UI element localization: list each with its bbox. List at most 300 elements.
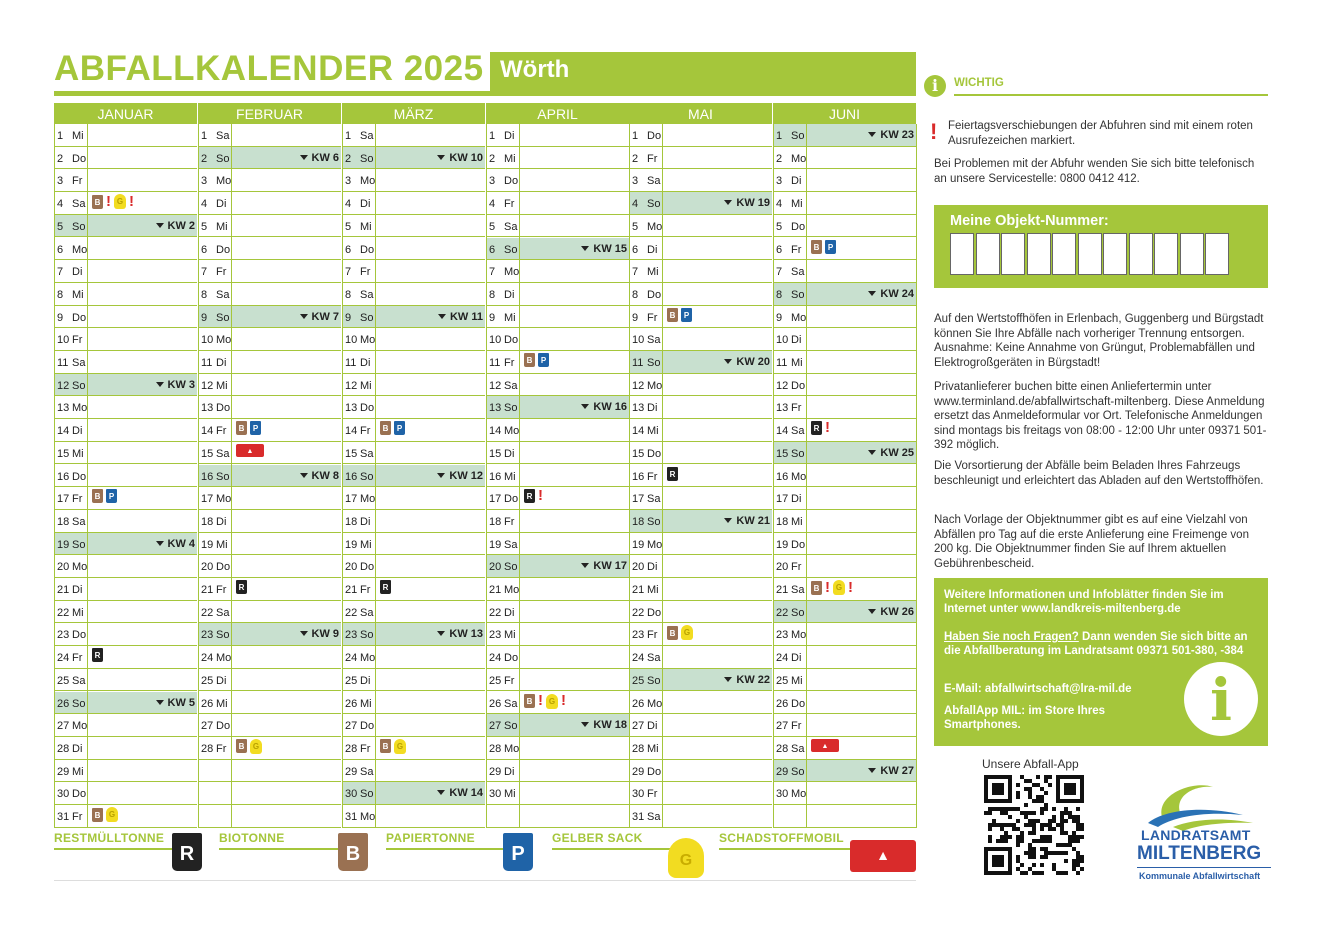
legend-label: PAPIERTONNE — [386, 831, 475, 845]
day-number: 13 — [57, 402, 70, 415]
day-row — [629, 737, 772, 760]
day-row — [629, 623, 772, 646]
day-number: 31 — [632, 811, 645, 823]
weekday: So — [216, 470, 230, 483]
weekday: Do — [647, 447, 662, 460]
day-row — [342, 782, 485, 805]
weekday: Fr — [791, 561, 802, 574]
week-number: KW 23 — [868, 129, 914, 141]
weekday: Mo — [791, 470, 807, 483]
day-row — [198, 306, 341, 329]
day-number: 4 — [489, 198, 496, 211]
weekday: So — [504, 720, 518, 733]
day-row — [486, 306, 629, 329]
info-paragraph: Privatanlieferer buchen bitte einen Anliefertermin unter www.terminland.de/abfallwirtschaft-miltenberg. Diese Anmeldung ersetzt das Anmeldeformular vor Ort. Telefonische Anmeldungen sind montags bis freitags von 08:00 - 12:00 Uhr unter 09371 501-392 möglich. — [934, 381, 1267, 451]
day-number: 16 — [776, 470, 789, 483]
day-number: 4 — [632, 198, 639, 211]
day-row — [629, 124, 772, 147]
weekday: Mo — [216, 493, 232, 506]
bio-bin-icon: B — [92, 808, 103, 822]
grid-line — [916, 124, 917, 828]
weekday: Fr — [791, 402, 802, 415]
weekday: Di — [504, 606, 515, 619]
day-number: 12 — [489, 379, 502, 392]
weekday: Fr — [791, 243, 802, 256]
weekday: Di — [360, 674, 371, 687]
day-row — [198, 442, 341, 465]
day-number: 14 — [201, 425, 214, 438]
day-row — [629, 169, 772, 192]
day-number: 11 — [776, 357, 788, 369]
day-number: 30 — [345, 788, 358, 801]
day-row — [198, 646, 341, 669]
weekday: Mi — [216, 697, 228, 710]
day-number: 29 — [57, 765, 70, 778]
weekday: Fr — [360, 266, 371, 279]
day-number: 27 — [57, 720, 70, 733]
weekday: Mi — [791, 198, 803, 211]
week-number: KW 18 — [581, 719, 627, 731]
day-number: 11 — [201, 357, 213, 369]
day-number: 26 — [201, 697, 214, 710]
day-row — [486, 646, 629, 669]
day-number: 15 — [201, 447, 214, 460]
day-row — [486, 737, 629, 760]
day-number: 2 — [776, 152, 783, 165]
weekday: Sa — [72, 357, 86, 369]
day-row — [773, 419, 916, 442]
day-number: 12 — [57, 379, 70, 392]
day-number: 29 — [489, 765, 502, 778]
day-number: 17 — [632, 493, 645, 506]
weekday: Fr — [360, 425, 371, 438]
day-number: 17 — [201, 493, 214, 506]
weekday: Mi — [791, 515, 803, 528]
day-row — [486, 465, 629, 488]
weekday: Fr — [504, 674, 515, 687]
day-row — [773, 555, 916, 578]
weekday: So — [72, 697, 86, 710]
grid-line — [87, 124, 88, 828]
day-number: 20 — [489, 561, 502, 574]
yellow-sack-icon: G — [250, 739, 262, 754]
weekday: Sa — [504, 697, 518, 710]
day-row — [629, 692, 772, 715]
day-row — [54, 306, 197, 329]
bio-bin-icon: B — [236, 421, 247, 435]
grid-line — [342, 124, 343, 828]
day-number: 3 — [776, 175, 783, 188]
day-row — [342, 669, 485, 692]
object-number-cell[interactable] — [1129, 233, 1153, 275]
day-row — [54, 760, 197, 783]
day-row — [486, 215, 629, 238]
weekday: Di — [504, 288, 515, 301]
day-number: 18 — [776, 515, 789, 528]
week-number: KW 13 — [437, 628, 483, 640]
day-row — [198, 669, 341, 692]
weekday: Mi — [360, 697, 372, 710]
weekday: Mi — [791, 357, 803, 369]
day-row — [342, 623, 485, 646]
day-number: 24 — [57, 652, 70, 665]
weekday: Di — [647, 402, 658, 415]
holiday-shift-icon: ! — [538, 692, 543, 709]
day-number: 11 — [489, 357, 501, 369]
pickup-icons — [667, 467, 678, 481]
weekday: Di — [791, 493, 802, 506]
grid-line — [231, 124, 232, 828]
day-row — [54, 533, 197, 556]
day-row — [54, 805, 197, 828]
weekday: Mi — [647, 742, 659, 755]
weekday: Mi — [647, 266, 659, 279]
bio-bin-icon: B — [236, 739, 247, 753]
day-number: 6 — [201, 243, 208, 256]
weekday: Mo — [72, 402, 88, 415]
paper-bin-icon: P — [106, 489, 117, 503]
weekday: Mo — [647, 697, 663, 710]
day-row — [54, 192, 197, 215]
day-row — [773, 782, 916, 805]
day-row — [198, 465, 341, 488]
day-row — [54, 260, 197, 283]
weekday: So — [72, 379, 86, 392]
pickup-icons — [667, 625, 693, 640]
day-row — [342, 533, 485, 556]
day-row — [486, 760, 629, 783]
day-row — [629, 351, 772, 374]
pickup-icons — [811, 240, 836, 254]
day-number: 30 — [489, 788, 502, 801]
pickup-icons — [667, 308, 692, 322]
weekday: Mi — [216, 220, 228, 233]
object-number-cell[interactable] — [1205, 233, 1229, 275]
day-row — [629, 306, 772, 329]
grid-line — [662, 124, 663, 828]
day-number: 25 — [201, 674, 214, 687]
day-number: 24 — [632, 652, 645, 665]
weekday: So — [504, 561, 518, 574]
weekday: Mo — [791, 311, 807, 324]
weekday: Sa — [360, 765, 374, 778]
weekday: Sa — [504, 220, 518, 233]
day-row — [342, 555, 485, 578]
weekday: So — [216, 311, 230, 324]
day-row — [486, 669, 629, 692]
day-row — [198, 487, 341, 510]
info-big-icon: i — [1184, 662, 1258, 736]
day-row — [486, 692, 629, 715]
day-row — [629, 328, 772, 351]
day-row — [773, 714, 916, 737]
weekday: Fr — [216, 584, 227, 596]
bio-bin-icon: B — [380, 739, 391, 753]
weekday: So — [360, 788, 374, 801]
week-number: KW 16 — [581, 401, 627, 413]
weekday: Mi — [504, 470, 516, 483]
grid-line — [486, 124, 487, 828]
day-row — [773, 510, 916, 533]
weekday: Mo — [791, 788, 807, 801]
day-number: 14 — [776, 425, 789, 438]
day-number: 29 — [776, 765, 789, 778]
day-number: 28 — [776, 742, 789, 755]
day-row — [629, 578, 772, 601]
day-row — [629, 419, 772, 442]
day-number: 2 — [345, 152, 352, 165]
day-number: 6 — [776, 243, 783, 256]
object-number-cell[interactable] — [1052, 233, 1076, 275]
weekday: Do — [647, 765, 662, 778]
day-row — [342, 215, 485, 238]
legend-label: SCHADSTOFFMOBIL — [719, 831, 844, 845]
day-row — [198, 555, 341, 578]
day-number: 25 — [489, 674, 502, 687]
day-row — [54, 169, 197, 192]
day-row — [629, 147, 772, 170]
weekday: Do — [72, 470, 87, 483]
paper-bin-icon: P — [538, 353, 549, 367]
object-number-cell[interactable] — [1027, 233, 1051, 275]
day-row — [342, 510, 485, 533]
day-number: 13 — [632, 402, 645, 415]
weekday: Di — [72, 742, 83, 755]
day-number: 5 — [776, 220, 783, 233]
grid-line — [806, 124, 807, 828]
weekday: Fr — [216, 425, 227, 438]
day-number: 7 — [632, 266, 639, 279]
day-row — [486, 283, 629, 306]
bio-bin-icon: B — [524, 353, 535, 367]
day-row — [773, 283, 916, 306]
page-title: ABFALLKALENDER 2025 — [54, 47, 490, 91]
weekday: So — [504, 402, 518, 415]
day-number: 14 — [632, 425, 645, 438]
bio-bin-icon: B — [92, 489, 103, 503]
pickup-icons — [92, 489, 117, 503]
day-number: 2 — [57, 152, 64, 165]
week-number: KW 27 — [868, 765, 914, 777]
day-number: 5 — [57, 220, 64, 233]
paper-bin-icon: P — [681, 308, 692, 322]
yellow-sack-icon: G — [394, 739, 406, 754]
month-header: FEBRUAR — [198, 103, 341, 124]
info-app: AbfallApp MIL: im Store Ihres Smartphones. — [944, 705, 1106, 731]
weekday: Mo — [72, 561, 88, 574]
day-row — [773, 328, 916, 351]
month-header: MAI — [629, 103, 772, 124]
day-row — [773, 169, 916, 192]
day-number: 16 — [489, 470, 502, 483]
day-number: 6 — [345, 243, 352, 256]
day-row — [198, 374, 341, 397]
info-box — [934, 578, 1268, 746]
week-number: KW 21 — [724, 515, 770, 527]
day-number: 5 — [489, 220, 496, 233]
day-number: 20 — [201, 561, 214, 574]
day-row — [773, 465, 916, 488]
day-number: 9 — [345, 311, 352, 324]
day-number: 21 — [57, 584, 70, 596]
day-row — [629, 555, 772, 578]
week-number: KW 15 — [581, 243, 627, 255]
day-row — [773, 737, 916, 760]
logo-rule — [1137, 867, 1271, 868]
weekday: Di — [504, 765, 515, 778]
week-number: KW 4 — [156, 538, 196, 550]
pickup-icons — [380, 739, 406, 754]
day-row — [773, 533, 916, 556]
day-row — [773, 351, 916, 374]
bio-bin-icon: B — [667, 626, 678, 640]
object-number-cell[interactable] — [1078, 233, 1102, 275]
logo-line3: Kommunale Abfallwirtschaft — [1139, 871, 1261, 881]
weekday: Mi — [360, 538, 372, 551]
yellow-sack-icon: G — [668, 838, 704, 878]
day-number: 1 — [201, 130, 208, 142]
pickup-icons — [811, 580, 853, 595]
day-row — [773, 646, 916, 669]
object-number-cell[interactable] — [1180, 233, 1204, 275]
day-row — [486, 782, 629, 805]
weekday: Mo — [360, 334, 376, 347]
day-row — [342, 760, 485, 783]
weekday: So — [791, 130, 805, 142]
day-number: 17 — [57, 493, 70, 506]
holiday-shift-icon: ! — [106, 192, 111, 210]
day-row — [198, 147, 341, 170]
day-number: 12 — [776, 379, 789, 392]
residual-bin-icon: R — [380, 580, 391, 594]
day-number: 21 — [489, 584, 502, 596]
weekday: Do — [360, 561, 375, 574]
weekday: So — [647, 674, 661, 687]
day-row — [198, 533, 341, 556]
day-row — [629, 510, 772, 533]
day-number: 1 — [489, 130, 496, 142]
day-row — [773, 442, 916, 465]
weekday: Di — [216, 515, 227, 528]
week-number: KW 26 — [868, 606, 914, 618]
weekday: Do — [791, 697, 806, 710]
weekday: Di — [216, 357, 227, 369]
day-row — [773, 238, 916, 261]
weekday: Do — [216, 561, 231, 574]
grid-line — [375, 124, 376, 828]
day-number: 12 — [632, 379, 645, 392]
object-number-cell[interactable] — [1001, 233, 1025, 275]
day-number: 3 — [632, 175, 639, 188]
day-row — [54, 147, 197, 170]
day-row — [198, 601, 341, 624]
object-number-cell[interactable] — [1154, 233, 1178, 275]
info-paragraph: Nach Vorlage der Objektnummer gibt es auf eine Vielzahl von Abfällen pro Tag auf die erste Anlieferung eine Freimenge von 200 kg. Die Objektnummer finden Sie auf Ihrem aktuellen Gebührenbescheid. — [934, 514, 1249, 570]
day-row — [773, 260, 916, 283]
week-number: KW 7 — [300, 311, 340, 323]
day-number: 29 — [345, 765, 358, 778]
holiday-shift-icon: ! — [825, 419, 830, 437]
object-number-cell[interactable] — [950, 233, 974, 275]
day-number: 14 — [489, 425, 502, 438]
paper-bin-icon: P — [825, 240, 836, 254]
day-row — [54, 465, 197, 488]
day-number: 26 — [632, 697, 645, 710]
day-number: 6 — [489, 243, 496, 256]
weekday: Do — [647, 606, 662, 619]
hazmat-truck-icon: ▲ — [811, 739, 839, 752]
day-number: 27 — [776, 720, 789, 733]
day-row — [54, 442, 197, 465]
day-number: 5 — [632, 220, 639, 233]
weekday: Sa — [504, 538, 518, 551]
weekday: Do — [216, 243, 231, 256]
weekday: Do — [216, 402, 231, 415]
day-number: 18 — [345, 515, 358, 528]
residual-bin-icon: R — [667, 467, 678, 481]
weekday: Sa — [360, 130, 374, 142]
day-number: 16 — [57, 470, 70, 483]
weekday: Fr — [72, 811, 83, 823]
day-number: 11 — [345, 357, 357, 369]
day-number: 9 — [776, 311, 783, 324]
pickup-icons — [236, 580, 247, 594]
legend-bottom-rule — [54, 880, 916, 881]
object-number-cell[interactable] — [1103, 233, 1127, 275]
day-row — [773, 623, 916, 646]
weekday: Mi — [72, 447, 84, 460]
weekday: Sa — [647, 811, 661, 823]
day-number: 20 — [57, 561, 70, 574]
day-row — [486, 487, 629, 510]
info-icon: i — [924, 75, 946, 97]
pickup-icons — [92, 648, 103, 662]
day-row — [54, 646, 197, 669]
day-row — [486, 442, 629, 465]
day-row — [198, 805, 341, 828]
day-number: 8 — [201, 288, 208, 301]
weekday: Fr — [72, 652, 83, 665]
hazmat-truck-icon: ▲ — [236, 444, 264, 457]
weekday: So — [72, 220, 86, 233]
day-row — [342, 283, 485, 306]
object-number-cell[interactable] — [976, 233, 1000, 275]
info-email[interactable]: E-Mail: abfallwirtschaft@lra-mil.de — [944, 683, 1132, 695]
grid-line — [54, 124, 55, 828]
day-row — [54, 238, 197, 261]
important-heading: WICHTIG — [954, 77, 1004, 89]
day-number: 22 — [632, 606, 645, 619]
logo-line1: LANDRATSAMT — [1141, 827, 1251, 843]
day-number: 4 — [776, 198, 783, 211]
weekday: Fr — [647, 788, 658, 801]
day-number: 2 — [201, 152, 208, 165]
day-row — [198, 692, 341, 715]
weekday: Mo — [647, 538, 663, 551]
week-number: KW 24 — [868, 288, 914, 300]
day-row — [342, 737, 485, 760]
app-label: Unsere Abfall-App — [982, 757, 1079, 771]
day-row — [629, 805, 772, 828]
info-contact — [944, 630, 1264, 658]
day-row — [486, 533, 629, 556]
qr-code[interactable] — [984, 775, 1084, 875]
day-number: 17 — [776, 493, 789, 506]
day-number: 13 — [345, 402, 358, 415]
bio-bin-icon: B — [380, 421, 391, 435]
day-row — [198, 578, 341, 601]
day-number: 9 — [632, 311, 639, 324]
